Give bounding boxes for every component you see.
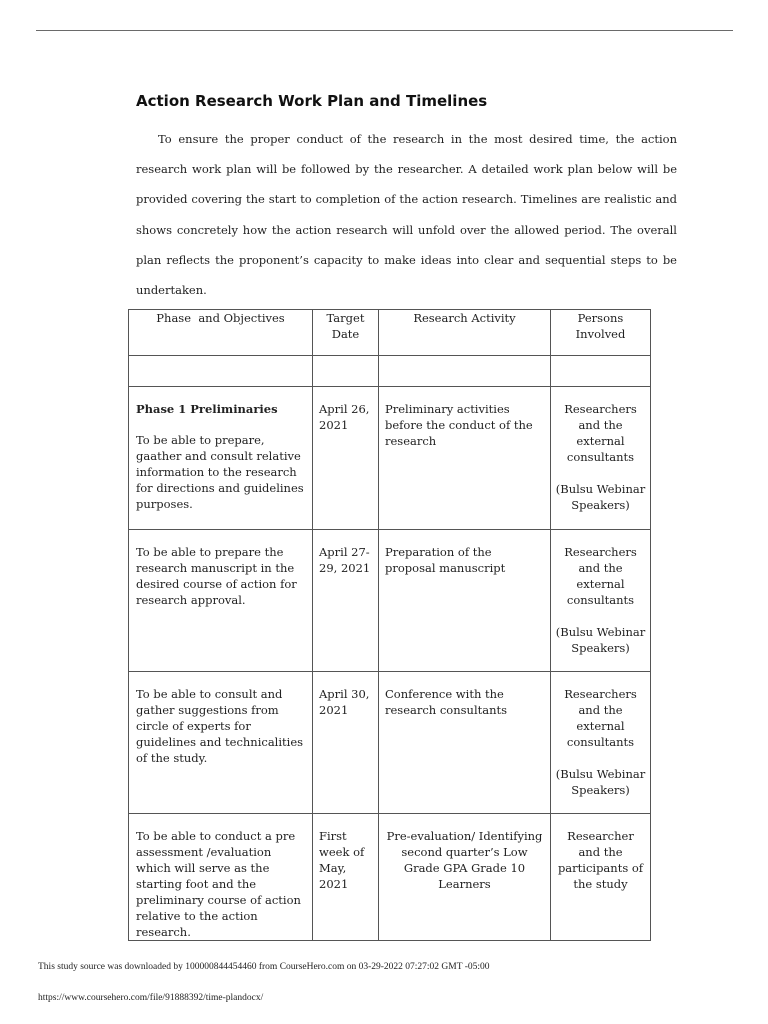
research-activity-cell: Conference with the research consultants — [379, 672, 551, 814]
table-blank-row — [129, 356, 651, 387]
persons-note: (Bulsu Webinar Speakers) — [555, 482, 646, 512]
phase-objective-cell: To be able to conduct a pre assessment /evaluation which will serve as the starting foot and the preliminary course of action relative to the action research. — [129, 814, 313, 941]
phase-objective-cell: To be able to prepare the research manuscript in the desired course of action for research approval. — [129, 530, 313, 672]
header-phase: Phase and Objectives — [129, 310, 313, 356]
persons-text: Researchers and the external consultants — [564, 545, 637, 607]
objective-text: To be able to prepare, gaather and consult relative information to the research for directions and guidelines purposes. — [136, 433, 304, 511]
persons-note: (Bulsu Webinar Speakers) — [555, 767, 646, 797]
header-research-activity: Research Activity — [379, 310, 551, 356]
target-date-cell: First week of May, 2021 — [313, 814, 379, 941]
target-date-cell: April 30, 2021 — [313, 672, 379, 814]
research-activity-cell: Preparation of the proposal manuscript — [379, 530, 551, 672]
phase-objective-cell: To be able to consult and gather suggestions from circle of experts for guidelines and technicalities of the study. — [129, 672, 313, 814]
table-row — [129, 814, 651, 941]
document-title: Action Research Work Plan and Timelines — [136, 92, 488, 110]
header-rule — [36, 30, 733, 31]
phase-title: Phase 1 Preliminaries — [136, 402, 278, 416]
persons-text: Researchers and the external consultants — [564, 402, 637, 464]
persons-involved-cell — [551, 672, 651, 814]
table-row — [129, 387, 651, 530]
persons-involved-cell: Researcher and the participants of the study — [551, 814, 651, 941]
table-row — [129, 672, 651, 814]
target-date-cell: April 27-29, 2021 — [313, 530, 379, 672]
persons-note: (Bulsu Webinar Speakers) — [555, 625, 646, 655]
persons-text: Researchers and the external consultants — [564, 687, 637, 749]
table-header-row — [129, 310, 651, 356]
phase-objective-cell — [129, 387, 313, 530]
persons-involved-cell — [551, 387, 651, 530]
header-persons-involved: Persons Involved — [551, 310, 651, 356]
persons-involved-cell — [551, 530, 651, 672]
source-url: https://www.coursehero.com/file/91888392/time-plandocx/ — [38, 993, 264, 1003]
work-plan-table — [128, 309, 651, 941]
download-source-notice: This study source was downloaded by 100000844454460 from CourseHero.com on 03-29-2022 07:27:02 GMT -05:00 — [38, 962, 490, 972]
table-row — [129, 530, 651, 672]
header-target-date: Target Date — [313, 310, 379, 356]
research-activity-cell: Preliminary activities before the conduct of the research — [379, 387, 551, 530]
intro-paragraph: To ensure the proper conduct of the research in the most desired time, the action research work plan will be followed by the researcher. A detailed work plan below will be provided covering the start to completion of the action research. Timelines are realistic and shows concretely how the action research will unfold over the allowed period. The overall plan reflects the proponent’s capacity to make ideas into clear and sequential steps to be undertaken. — [136, 132, 677, 298]
research-activity-cell: Pre-evaluation/ Identifying second quarter’s Low Grade GPA Grade 10 Learners — [379, 814, 551, 941]
target-date-cell: April 26, 2021 — [313, 387, 379, 530]
